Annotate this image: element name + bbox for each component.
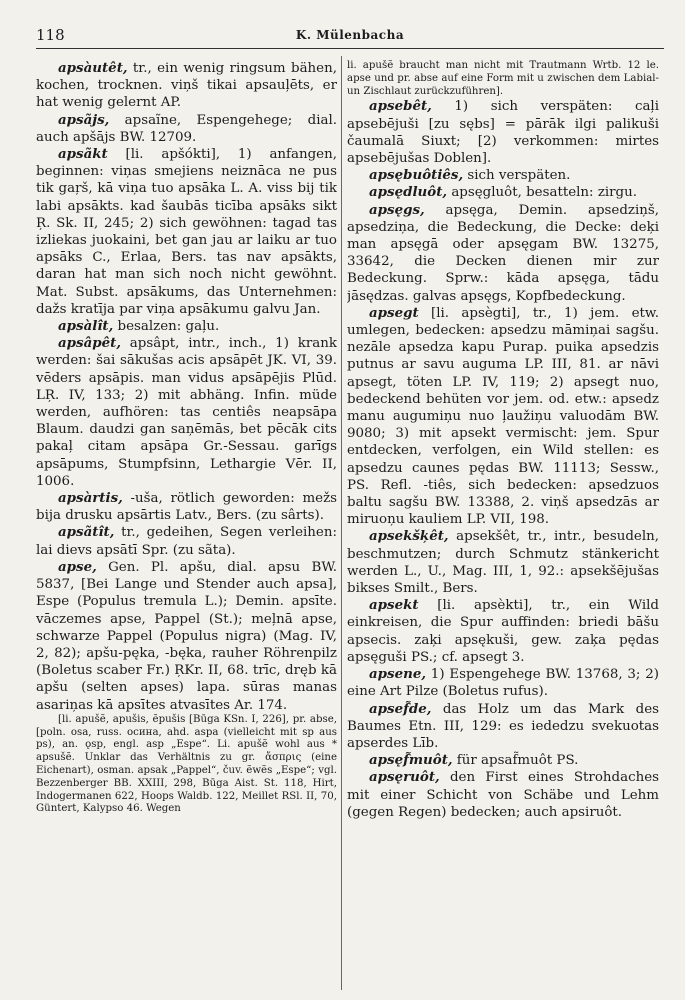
headword: apsãkt	[58, 146, 108, 163]
definition: Gen. Pl. apšu, dial. apsu BW. 5837, [Bei Lange und Stender auch apsa], Espe (Populus tremula L.); Demin. apsīte. vāczemes apse, Pappel (St.); meļnā apse, schwarze Pappel (Populus nigra) (Mag. IV, 2, 82); apšu-pęka, -bęka, rauher Röhrenpilz (Boletus scaber Fr.) R̦Kr. II, 68. trīc, dręb kā apšu (selten apses) lapa. sūras manas asariņas kā apsītes atvasītes Ar. 174.	[36, 559, 337, 713]
dictionary-entry	[347, 701, 659, 753]
headword: apsef̃de,	[369, 700, 432, 717]
dictionary-entry	[36, 524, 337, 558]
definition: 1) Espengehege BW. 13768, 3; 2) eine Art Pilze (Boletus rufus).	[347, 667, 659, 700]
dictionary-entry	[36, 490, 337, 524]
headword: apsegt	[369, 304, 419, 321]
dictionary-entry	[36, 318, 337, 335]
headword: apsęf̃muôt,	[369, 752, 453, 769]
definition: für apsaf̃muôt PS.	[452, 753, 579, 769]
left-column	[36, 60, 337, 990]
headword: apsędluôt,	[369, 184, 448, 201]
headword: apsâpêt,	[58, 335, 121, 352]
dictionary-entry	[347, 98, 659, 167]
definition: apsaĩne, Espengehege; dial. auch apšājs BW. 12709.	[36, 112, 337, 145]
definition: [li. apšókti], 1) anfangen, beginnen: viņas smejiens neiznāca ne pus tik gaŗš, kā viņa tuo apsāka L. A. viss bij tik labi apsākts. kad šaubās ticība apsāks sikt R̦. Sk. II, 245; 2) sich gewöhnen: tagad tas izliekas juokaini, bet gan jau ar laiku ar tuo apsāks C., Erlaa, Bers. tas nav apsākts, daran hat man sich noch nicht gewöhnt. Mat. Subst. apsākums, das Unternehmen: dažs kratīja par viņa apsākumu galvu Jan.	[36, 147, 337, 317]
definition: -uša, rötlich geworden: mežs bija drusku apsārtis Latv., Bers. (zu sârts).	[36, 491, 337, 524]
running-head: K. Mülenbacha	[295, 28, 405, 42]
dictionary-entry	[36, 60, 337, 112]
headword: apsàlît,	[58, 318, 114, 335]
headword: apsęgs,	[369, 201, 425, 218]
definition: tr., gedeihen, Segen verleihen: lai dievs apsātī Spr. (zu sãta).	[36, 525, 337, 558]
definition: sich verspäten.	[463, 168, 571, 184]
dictionary-entry	[347, 597, 659, 666]
dictionary-entry	[347, 752, 659, 769]
headword: apsębuôtiês,	[369, 167, 464, 184]
definition: apsęga, Demin. apsedziņš, apsedziņa, die Bedeckung, die Decke: deķi man apsęgā oder apsęgam BW. 13275, 33642, die Decken dienen mir zur Bedeckung. Sprw.: kāda apsęga, tādu jāsędzas. galvas apsęgs, Kopfbedeckung.	[347, 202, 659, 304]
dictionary-entry	[347, 202, 659, 305]
headword: apsãjs,	[58, 111, 110, 128]
column-divider	[341, 56, 342, 990]
headword: apsebêt,	[369, 98, 432, 115]
headword: apsęruôt,	[369, 769, 440, 786]
page-number: 118	[36, 26, 65, 44]
definition: tr., ein wenig ringsum bähen, kochen, trocknen. viņš tikai apsauļēts, er hat wenig gelernt AP.	[36, 61, 337, 111]
etymology-note-continued	[347, 60, 659, 98]
definition: den First eines Strohdaches mit einer Schicht von Schäbe und Lehm (gegen Regen) bedecken; auch apsiruôt.	[347, 770, 659, 820]
definition: [li. apsèkti], tr., ein Wild einkreisen, die Spur auffinden: briedi bāšu apsecis. zaķi apsękuši, gew. zaķa pędas apsęguši PS.; cf. apsegt 3.	[347, 598, 659, 665]
dictionary-entry	[36, 335, 337, 490]
definition: 1) sich verspäten: caļi apsebējuši [zu sębs] = pārāk ilgi palikuši čaumalā Siuxt; [2) verkommen: mirtes apsebējušas Doblen].	[347, 99, 659, 166]
headword: apsekt	[369, 597, 419, 614]
definition: apsęgluôt, besatteln: zirgu.	[447, 185, 638, 201]
definition: besalzen: gaļu.	[113, 319, 220, 335]
dictionary-entry	[347, 167, 659, 184]
dictionary-entry	[347, 528, 659, 597]
headword: apse,	[58, 558, 97, 575]
etymology-text: [li. apušẽ, apušis, ẽpušis [Būga KSn. I, 226], pr. abse, [poln. osa, russ. осина, ahd. aspa (vielleicht mit sp aus ps), an. ǫsp, engl. asp „Espe“. Li. apušẽ wohl aus * apsušẽ. Unklar das Verhältnis zu gr. ἄσπρις (eine Eichenart), osman. apsak „Pappel“, čuv. ẽwẽs „Espe“; vgl. Bezzenberger BB. XXIII, 298, Būga Aist. St. 118, Hirt, Indogermanen 622, Hoops Waldb. 122, Meillet RSl. II, 70, Güntert, Kalypso 46. Wegen	[36, 713, 337, 815]
headword: apsene,	[369, 666, 427, 683]
headword: apsãtît,	[58, 524, 115, 541]
dictionary-entry	[347, 184, 659, 201]
headword: apsàutêt,	[58, 60, 128, 76]
page-header	[36, 22, 664, 49]
definition: [li. apsègti], tr., 1) jem. etw. umlegen, bedecken: apsedzu māmiņai sagšu. nezāle apsedza kapu Purap. puika apsedzis putnus ar savu auguma LP. III, 81. ar nāvi apsegt, töten LP. IV, 119; 2) apsegt nuo, bedeckend behüten vor jem. od. etw.: apsedz manu augumiņu nuo ļaužiņu valuodām BW. 9080; 3) mit apsekt vermischt: jem. Spur entdecken, verfolgen, ein Wild stellen: es apsedzu caunes pędas BW. 11113; Sessw., PS. Refl. -tiês, sich bedecken: apsedzuos baltu sagšu BW. 13388, 2. viņš apsedzās ar miruoņu kauliem LP. VII, 198.	[347, 305, 659, 528]
dictionary-entry	[347, 305, 659, 529]
right-column	[347, 60, 659, 990]
dictionary-entry	[36, 146, 337, 318]
dictionary-entry	[36, 559, 337, 714]
definition: apsekšêt, tr., intr., besudeln, beschmutzen; durch Schmutz stänkericht werden L., U., Mag. III, 1, 92.: apsekšējušas bikses Smilt., Bers.	[347, 529, 659, 597]
headword: apsekšķêt,	[369, 528, 449, 545]
headword: apsàrtis,	[58, 490, 123, 507]
dictionary-entry	[347, 769, 659, 821]
definition: apsâpt, intr., inch., 1) krank werden: šai sākušas acis apsāpēt JK. VI, 39. vēders apsāpis. man vidus apsāpējis Plūd. LR̦. IV, 133; 2) mit abhäng. Infin. müde werden, aufhören: tas centiês neapsāpa Blaum. daudzi gan saņēmās, bet pēcāk cits pakaļ citam apsāpa Gr.-Sessau. garīgs apsāpums, Stumpfsinn, Lethargie Vēr. II, 1006.	[36, 336, 337, 489]
etymology-text: li. apušẽ braucht man nicht mit Trautmann Wrtb. 12 le. apse und pr. abse auf eine Form mit u zwischen dem Labial- un Zischlaut zurückzuführen].	[347, 60, 659, 97]
dictionary-entry	[36, 112, 337, 146]
definition: das Holz um das Mark des Baumes Etn. III, 129: es iededzu svekuotas apserdes Līb.	[347, 701, 659, 751]
etymology-note	[36, 714, 337, 816]
dictionary-entry	[347, 666, 659, 700]
